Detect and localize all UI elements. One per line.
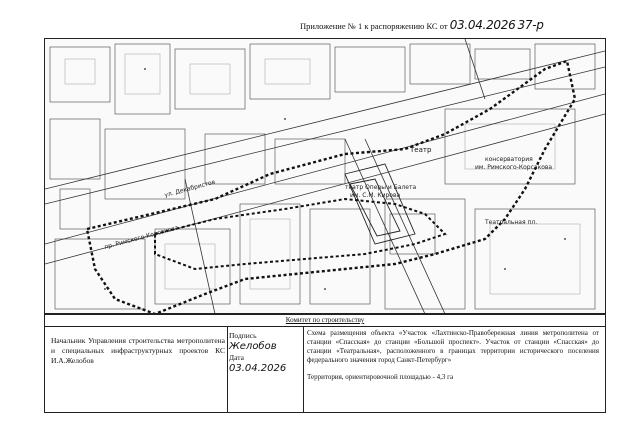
- site-map: [44, 38, 606, 315]
- label-opera-1: театр Оперы и Балета: [345, 184, 417, 191]
- signature-handwritten: Желобов: [229, 341, 277, 352]
- date-handwritten: 03.04.2026: [229, 363, 287, 374]
- area-text: Территория, ориентировочной площадью - 4,3 га: [307, 373, 454, 381]
- map-drawing: [45, 39, 605, 314]
- label-opera-2: им. С.М. Кирова: [350, 192, 401, 199]
- committee-title: Комитет по строительству: [45, 314, 605, 327]
- label-conservatory-2: им. Римского-Корсакова: [475, 164, 553, 171]
- city-blocks: [50, 44, 595, 309]
- avenue-lines: [45, 39, 605, 314]
- official-position: Начальник Управления строительства метрополитена и специальных инфраструктурных проектов КС И.А.Желобов: [51, 336, 225, 365]
- label-teatralnaya: Театральная пл.: [485, 219, 538, 226]
- approval-stamp: [44, 313, 606, 413]
- label-teatr: Театр: [410, 146, 432, 154]
- signature-block: [229, 330, 299, 374]
- date-label: Дата: [229, 353, 244, 362]
- appendix-header-text: Приложение № 1 к распоряжению КС от: [300, 21, 448, 31]
- handwritten-number: 37-р: [517, 18, 544, 32]
- handwritten-date: 03.04.2026: [449, 18, 516, 32]
- description-text: Схема размещения объекта «Участок «Лахтинско-Правобережная линия метрополитена от станции «Спасская» до станции «Большой проспект». Участок от станции «Спасская» до станции «Театральная», расположенного в границах территории исторического поселения федерального значения город Санкт-Петербург»: [307, 329, 599, 364]
- label-conservatory-1: консерватория: [485, 156, 533, 163]
- label-street-b: пр. Римского-Корсакова: [103, 224, 180, 251]
- appendix-header: [300, 18, 600, 38]
- label-street-a: ул. Декабристов: [163, 178, 217, 199]
- signature-label: Подпись: [229, 331, 257, 340]
- object-description: [307, 329, 599, 382]
